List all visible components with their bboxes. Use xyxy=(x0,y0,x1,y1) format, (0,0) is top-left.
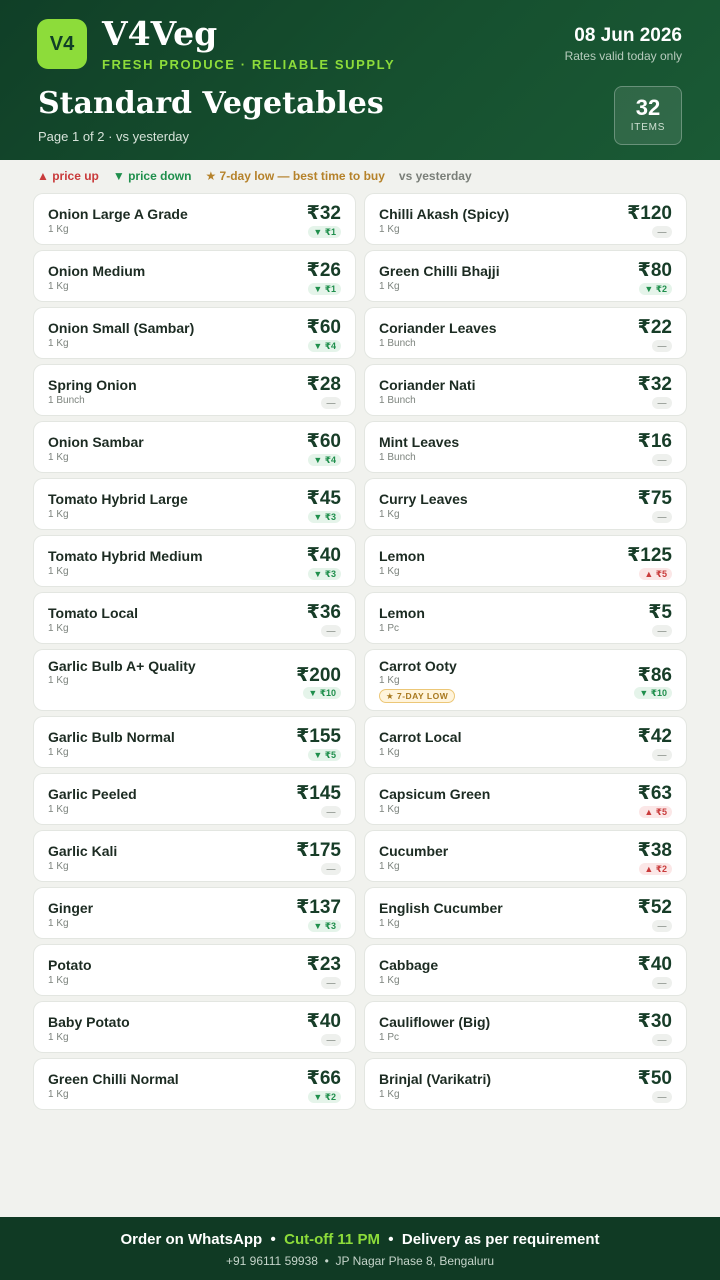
price-change-badge: — xyxy=(652,625,672,637)
item-name: Onion Sambar xyxy=(48,434,144,450)
price-card xyxy=(34,888,355,938)
price-change-badge: — xyxy=(652,340,672,352)
item-unit: 1 Kg xyxy=(48,1032,69,1043)
item-name: Green Chilli Normal xyxy=(48,1071,179,1087)
page-subtitle: Page 1 of 2 · vs yesterday xyxy=(38,129,190,144)
price-change-badge: ▼ ₹10 xyxy=(634,687,672,699)
header xyxy=(0,0,720,160)
item-price: ₹5 xyxy=(648,602,672,623)
item-price: ₹40 xyxy=(637,954,672,975)
item-price: ₹28 xyxy=(306,374,341,395)
item-name: Capsicum Green xyxy=(379,786,491,802)
item-unit: 1 Kg xyxy=(48,224,69,235)
price-card xyxy=(34,365,355,415)
price-card xyxy=(365,945,686,995)
price-change-badge: — xyxy=(321,625,341,637)
footer-order-line xyxy=(0,1231,720,1248)
rate-validity-note: Rates valid today only xyxy=(564,49,682,63)
price-change-badge: — xyxy=(652,511,672,523)
price-card xyxy=(365,194,686,244)
item-unit: 1 Kg xyxy=(48,804,69,815)
legend-price-down: ▼ price down xyxy=(112,169,192,183)
item-unit: 1 Kg xyxy=(379,224,400,235)
item-unit: 1 Kg xyxy=(48,509,69,520)
price-change-badge: — xyxy=(652,977,672,989)
brand-logo: V4 xyxy=(37,19,87,69)
price-card xyxy=(34,251,355,301)
price-card xyxy=(365,1002,686,1052)
price-change-badge: ▲ ₹5 xyxy=(639,806,672,818)
item-unit: 1 Pc xyxy=(379,623,400,634)
footer-contact-line xyxy=(0,1254,720,1268)
legend-price-up: ▲ price up xyxy=(37,169,99,183)
price-change-badge: — xyxy=(652,920,672,932)
item-price: ₹63 xyxy=(637,783,672,804)
item-unit: 1 Kg xyxy=(48,861,69,872)
item-name: Carrot Local xyxy=(379,729,462,745)
price-column-left xyxy=(34,194,355,1109)
price-change-badge: — xyxy=(652,226,672,238)
item-unit: 1 Kg xyxy=(48,338,69,349)
item-price: ₹26 xyxy=(306,260,341,281)
price-change-badge: ▼ ₹2 xyxy=(639,283,672,295)
item-name: Lemon xyxy=(379,605,425,621)
footer-separator: • xyxy=(324,1254,329,1268)
item-name: Garlic Peeled xyxy=(48,786,137,802)
item-price: ₹22 xyxy=(637,317,672,338)
footer xyxy=(0,1217,720,1280)
item-name: Onion Medium xyxy=(48,263,146,279)
price-change-badge: — xyxy=(652,1034,672,1046)
item-price: ₹42 xyxy=(637,726,672,747)
price-card xyxy=(365,717,686,767)
item-price: ₹30 xyxy=(637,1011,672,1032)
price-change-badge: — xyxy=(652,397,672,409)
price-card xyxy=(365,650,686,710)
item-price: ₹40 xyxy=(306,1011,341,1032)
item-name: Curry Leaves xyxy=(379,491,468,507)
price-card xyxy=(365,831,686,881)
item-price: ₹175 xyxy=(296,840,341,861)
price-grid xyxy=(34,194,686,1109)
price-card xyxy=(365,774,686,824)
price-card xyxy=(365,308,686,358)
price-card xyxy=(365,251,686,301)
page-title: Standard Vegetables xyxy=(38,86,384,121)
item-unit: 1 Bunch xyxy=(379,395,416,406)
item-name: Onion Large A Grade xyxy=(48,206,188,222)
price-card xyxy=(34,774,355,824)
item-price: ₹125 xyxy=(627,545,672,566)
price-change-badge: ▼ ₹4 xyxy=(308,454,341,466)
footer-address: JP Nagar Phase 8, Bengaluru xyxy=(335,1254,495,1268)
price-card xyxy=(365,1059,686,1109)
item-unit: 1 Kg xyxy=(48,566,69,577)
item-unit: 1 Kg xyxy=(379,509,400,520)
item-price: ₹16 xyxy=(637,431,672,452)
price-change-badge: — xyxy=(652,454,672,466)
price-card xyxy=(34,308,355,358)
item-name: Green Chilli Bhajji xyxy=(379,263,500,279)
item-name: Baby Potato xyxy=(48,1014,130,1030)
price-card xyxy=(34,1059,355,1109)
item-unit: 1 Kg xyxy=(48,1089,69,1100)
item-price: ₹75 xyxy=(637,488,672,509)
item-unit: 1 Bunch xyxy=(379,338,416,349)
item-price: ₹38 xyxy=(637,840,672,861)
item-price: ₹60 xyxy=(306,431,341,452)
item-name: Coriander Leaves xyxy=(379,320,497,336)
item-name: Carrot Ooty xyxy=(379,658,457,674)
item-price: ₹40 xyxy=(306,545,341,566)
footer-order-text: Order on WhatsApp xyxy=(120,1231,263,1248)
item-name: Cucumber xyxy=(379,843,449,859)
item-name: Onion Small (Sambar) xyxy=(48,320,195,336)
item-name: Cauliflower (Big) xyxy=(379,1014,491,1030)
item-unit: 1 Kg xyxy=(48,452,69,463)
item-unit: 1 Pc xyxy=(379,1032,400,1043)
item-name: Cabbage xyxy=(379,957,439,973)
item-price: ₹32 xyxy=(637,374,672,395)
item-unit: 1 Kg xyxy=(379,918,400,929)
brand-name: V4Veg xyxy=(102,14,218,53)
price-card xyxy=(34,945,355,995)
price-card xyxy=(34,717,355,767)
price-card xyxy=(365,536,686,586)
item-price: ₹86 xyxy=(637,665,672,686)
price-card xyxy=(34,831,355,881)
item-price: ₹145 xyxy=(296,783,341,804)
legend-vs-yesterday: vs yesterday xyxy=(398,169,472,183)
seven-day-low-badge: ★ 7-DAY LOW xyxy=(379,689,455,703)
price-change-badge: ▼ ₹3 xyxy=(308,511,341,523)
item-price: ₹66 xyxy=(306,1068,341,1089)
item-unit: 1 Kg xyxy=(48,918,69,929)
items-count: 32 xyxy=(635,95,661,120)
price-change-badge: ▼ ₹2 xyxy=(308,1091,341,1103)
item-name: Coriander Nati xyxy=(379,377,476,393)
price-card xyxy=(34,593,355,643)
price-card xyxy=(365,593,686,643)
item-price: ₹137 xyxy=(296,897,341,918)
item-name: Mint Leaves xyxy=(379,434,460,450)
item-price: ₹52 xyxy=(637,897,672,918)
price-change-badge: ▼ ₹1 xyxy=(308,226,341,238)
item-unit: 1 Kg xyxy=(379,566,400,577)
item-name: Garlic Bulb Normal xyxy=(48,729,175,745)
item-name: Garlic Kali xyxy=(48,843,118,859)
item-name: Tomato Hybrid Large xyxy=(48,491,188,507)
rate-date: 08 Jun 2026 xyxy=(574,25,682,46)
item-unit: 1 Kg xyxy=(48,281,69,292)
price-change-badge: ▲ ₹2 xyxy=(639,863,672,875)
item-price: ₹200 xyxy=(296,665,341,686)
price-card xyxy=(34,479,355,529)
price-change-badge: ▼ ₹4 xyxy=(308,340,341,352)
item-name: Ginger xyxy=(48,900,94,916)
item-unit: 1 Kg xyxy=(379,281,400,292)
item-price: ₹50 xyxy=(637,1068,672,1089)
item-unit: 1 Kg xyxy=(379,804,400,815)
price-change-badge: — xyxy=(652,1091,672,1103)
item-unit: 1 Kg xyxy=(379,975,400,986)
price-card xyxy=(34,422,355,472)
price-card xyxy=(365,479,686,529)
item-name: Brinjal (Varikatri) xyxy=(379,1071,492,1087)
legend-seven-day-low: ★ 7-day low — best time to buy xyxy=(205,169,385,183)
item-unit: 1 Kg xyxy=(379,675,400,686)
item-unit: 1 Kg xyxy=(48,623,69,634)
footer-cutoff: Cut-off 11 PM xyxy=(284,1231,380,1248)
item-name: Potato xyxy=(48,957,92,973)
price-card xyxy=(365,365,686,415)
item-unit: 1 Kg xyxy=(48,747,69,758)
item-unit: 1 Bunch xyxy=(48,395,85,406)
price-card xyxy=(34,1002,355,1052)
price-change-badge: — xyxy=(321,977,341,989)
footer-phone: +91 96111 59938 xyxy=(225,1254,318,1268)
price-card xyxy=(34,536,355,586)
price-change-badge: ▼ ₹10 xyxy=(303,687,341,699)
item-name: Spring Onion xyxy=(48,377,137,393)
item-unit: 1 Bunch xyxy=(379,452,416,463)
legend xyxy=(37,169,472,183)
item-unit: 1 Kg xyxy=(379,747,400,758)
price-change-badge: — xyxy=(321,397,341,409)
price-card xyxy=(34,650,355,710)
price-change-badge: ▼ ₹3 xyxy=(308,568,341,580)
price-change-badge: — xyxy=(321,863,341,875)
price-change-badge: — xyxy=(321,1034,341,1046)
brand-tagline: FRESH PRODUCE · RELIABLE SUPPLY xyxy=(102,57,396,72)
footer-separator: • xyxy=(270,1231,276,1248)
item-name: Tomato Hybrid Medium xyxy=(48,548,203,564)
price-change-badge: — xyxy=(321,806,341,818)
price-card xyxy=(34,194,355,244)
item-name: Lemon xyxy=(379,548,425,564)
item-price: ₹120 xyxy=(627,203,672,224)
item-price: ₹45 xyxy=(306,488,341,509)
item-price: ₹80 xyxy=(637,260,672,281)
item-name: Tomato Local xyxy=(48,605,138,621)
item-name: English Cucumber xyxy=(379,900,503,916)
price-change-badge: ▼ ₹3 xyxy=(308,920,341,932)
item-unit: 1 Kg xyxy=(48,675,69,686)
item-price: ₹36 xyxy=(306,602,341,623)
item-price: ₹155 xyxy=(296,726,341,747)
price-card xyxy=(365,888,686,938)
item-name: Chilli Akash (Spicy) xyxy=(379,206,510,222)
item-name: Garlic Bulb A+ Quality xyxy=(48,658,196,674)
price-card xyxy=(365,422,686,472)
price-change-badge: ▼ ₹5 xyxy=(308,749,341,761)
footer-separator: • xyxy=(388,1231,394,1248)
items-count-box xyxy=(614,86,682,145)
item-price: ₹23 xyxy=(306,954,341,975)
items-label: ITEMS xyxy=(630,122,666,133)
price-column-right xyxy=(365,194,686,1109)
item-unit: 1 Kg xyxy=(379,1089,400,1100)
item-unit: 1 Kg xyxy=(48,975,69,986)
item-price: ₹60 xyxy=(306,317,341,338)
item-price: ₹32 xyxy=(306,203,341,224)
price-change-badge: ▲ ₹5 xyxy=(639,568,672,580)
price-change-badge: — xyxy=(652,749,672,761)
footer-delivery: Delivery as per requirement xyxy=(401,1231,600,1248)
price-change-badge: ▼ ₹1 xyxy=(308,283,341,295)
item-unit: 1 Kg xyxy=(379,861,400,872)
